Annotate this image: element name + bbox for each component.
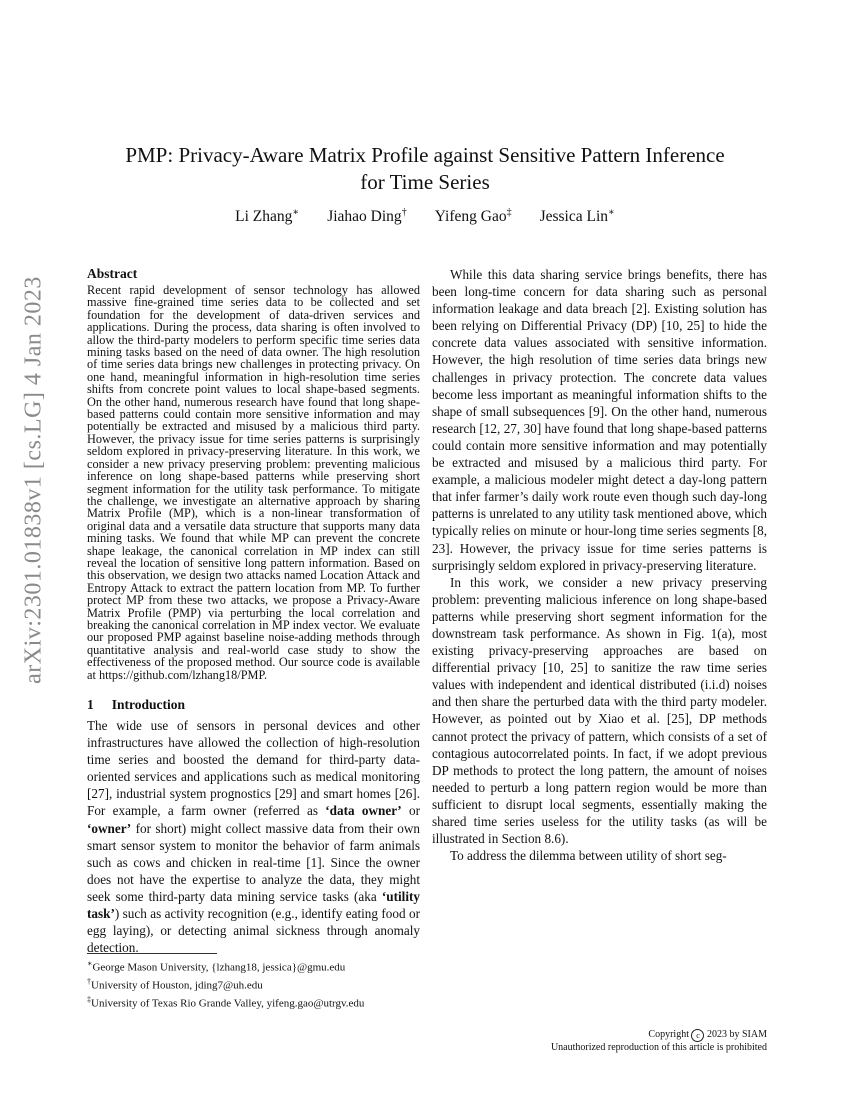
author: Yifeng Gao‡ <box>434 207 512 226</box>
intro-paragraph-4: To address the dilemma between utility of short seg- <box>450 848 727 864</box>
copyright-notice <box>551 1029 767 1055</box>
author: Jessica Lin∗ <box>539 207 615 226</box>
copyright-icon: c <box>691 1029 704 1042</box>
section-heading <box>87 697 420 713</box>
title-line-1: PMP: Privacy-Aware Matrix Profile against Sensitive Pattern Inference <box>125 143 725 167</box>
footnote: ∗George Mason University, {lzhang18, jessica}@gmu.edu <box>87 959 346 974</box>
intro-paragraph-1: The wide use of sensors in personal devices and other infrastructures have allowed the collection of high-resolution time series and boosted the demand for third-party data-oriented services and applications such as medical monitoring [27], industrial system prognostics [29] and smart homes [26]. For example, a farm owner (referred as ‘data owner’ or ‘owner’ for short) might collect massive data from their own smart sensor system to monitor the behavior of farm animals such as cows and chicken in real-time [1]. Since the owner does not have the expertise to analyze the data, they might seek some third-party data mining service tasks (aka ‘utility task’) such as activity recognition (e.g., identify eating food or egg laying), or detecting animal sickness through anomaly detection. <box>87 718 420 956</box>
paper-title <box>90 142 760 196</box>
section-number: 1 <box>87 697 94 712</box>
author: Jiahao Ding† <box>327 207 407 226</box>
footnote-rule <box>87 953 217 954</box>
footnote: ‡University of Texas Rio Grande Valley, yifeng.gao@utrgv.edu <box>87 995 365 1010</box>
right-column <box>432 266 767 864</box>
section-title: Introduction <box>111 697 186 712</box>
arxiv-side-stamp <box>4 276 64 684</box>
abstract-heading: Abstract <box>87 266 138 281</box>
footnotes <box>87 953 420 1011</box>
title-line-2: for Time Series <box>360 170 490 194</box>
abstract-text: Recent rapid development of sensor technology has allowed massive fine-grained time series data to be collected and set foundation for the development of data-driven services and applications. During the process, data sharing is often involved to allow the third-party modelers to perform specific time series data mining tasks based on the need of data owner. The high resolution of time series data brings new challenges in protecting privacy. On one hand, meaningful information in high-resolution time series shifts from concrete point values to local shape-based segments. On the other hand, numerous research have found that long shape-based patterns could contain more sensitive information and may potentially be extracted and misused by a malicious third party. However, the privacy issue for time series patterns is surprisingly seldom explored in privacy-preserving literature. In this work, we consider a new privacy preserving problem: preventing malicious inference on long shape-based patterns while preserving short segment information for the utility task performance. To mitigate the challenge, we investigate an alternative approach by sharing Matrix Profile (MP), which is a non-linear transformation of original data and a versatile data structure that supports many data mining tasks. We found that while MP can prevent the concrete shape leakage, the canonical correlation in MP index can still reveal the location of sensitive long pattern information. Based on this observation, we design two attacks named Location Attack and Entropy Attack to extract the pattern location from MP. To further protect MP from these two attacks, we propose a Privacy-Aware Matrix Profile (PMP) via perturbing the local correlation and breaking the canonical correlation in MP index vector. We evaluate our proposed PMP against baseline noise-adding methods through quantitative analysis and real-world case study to show the effectiveness of the proposed method. Our source code is available at https://github.com/lzhang18/PMP. <box>87 283 420 682</box>
author-list <box>90 207 760 226</box>
intro-paragraph-2: While this data sharing service brings benefits, there has been long-time concern for data sharing such as personal information leakage and data breach [2]. Existing solution has been relying on Differential Privacy (DP) [10, 25] to hide the concrete data values associated with sensitive information. However, the high resolution of time series data brings new challenges in privacy protection. The concrete data values become less important as meaningful information shifts to the shape of small subsequences [9]. On the other hand, numerous research [12, 27, 30] have found that long shape-based patterns could contain more sensitive information and may potentially be extracted and misused by a malicious third party. For example, a malicious modeler might detect a day-long pattern that infer farmer’s daily work route even though such day-long patterns is unrelated to any utility task mentioned above, which typically relies on minute or hour-long time series segments [8, 23]. However, the privacy issue for time series patterns is surprisingly seldom explored in privacy-preserving literature. <box>432 267 767 573</box>
footnote: †University of Houston, jding7@uh.edu <box>87 977 263 992</box>
left-column <box>87 266 420 956</box>
arxiv-identifier: arXiv:2301.01838v1 [cs.LG] 4 Jan 2023 <box>20 276 47 684</box>
copyright-line-1: Copyright c 2023 by SIAM <box>648 1029 767 1040</box>
intro-paragraph-3: In this work, we consider a new privacy preserving problem: preventing malicious inference on long shape-based patterns while preserving short segment information for the downstream task performance. As shown in Fig. 1(a), most existing privacy-preserving approaches are based on differential privacy [10, 25] to sanitize the raw time series values with independent and identical distributed (i.i.d) noises and then share the perturbed data with the third party modeler. However, as pointed out by Xiao et al. [25], DP methods cannot protect the privacy of pattern, which consists of a set of contagious autocorrelated points. In fact, if we adopt previous DP methods to protect the long pattern, the amount of noises needed to perturb a long pattern region would be more than sufficient to disrupt local segments, essentially making the shared time series useless for the utility tasks (as will be illustrated in Section 8.6). <box>432 574 767 847</box>
copyright-line-2: Unauthorized reproduction of this article is prohibited <box>550 1042 767 1053</box>
author: Li Zhang∗ <box>235 207 300 226</box>
